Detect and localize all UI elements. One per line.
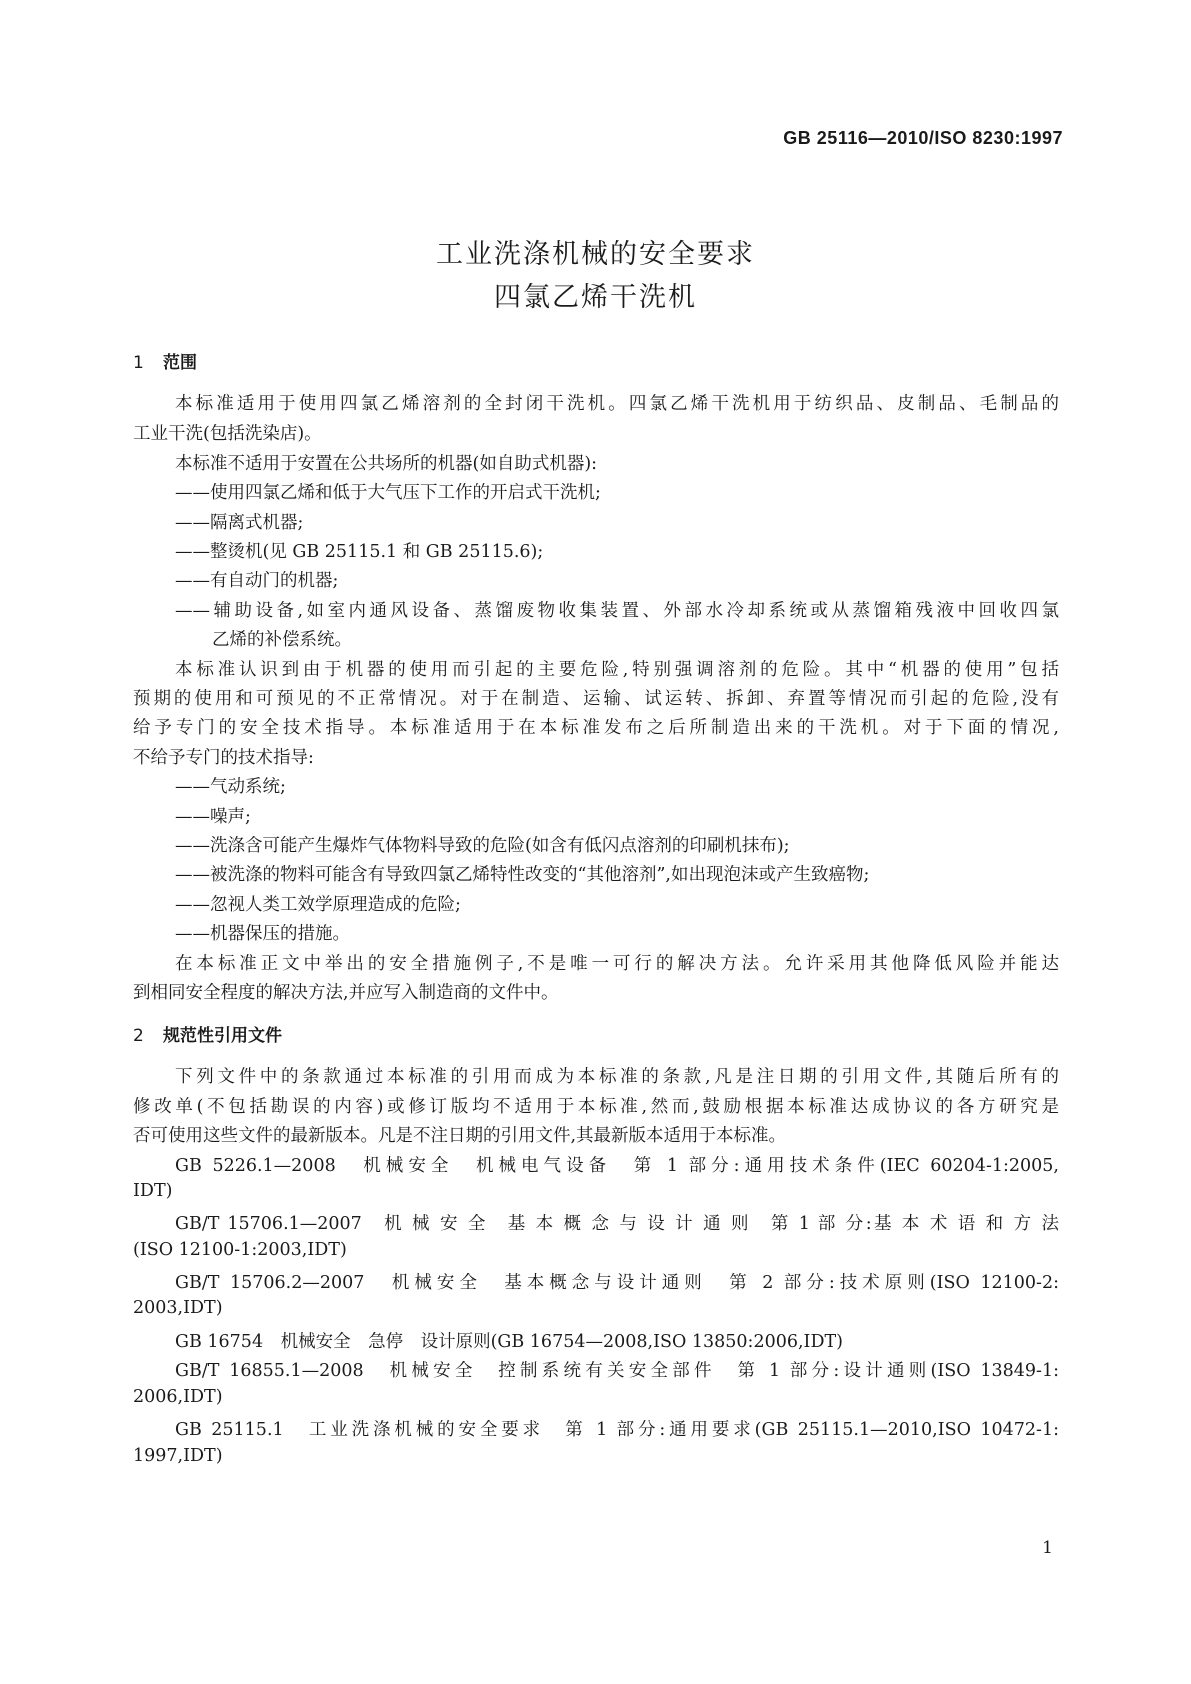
reference-item-continued: 2006,IDT) (133, 1387, 223, 1407)
list-item: ——噪声; (175, 807, 251, 827)
paragraph-line: 否可使用这些文件的最新版本。凡是不注日期的引用文件,其最新版本适用于本标准。 (133, 1126, 787, 1146)
section-number: 1 (133, 353, 144, 373)
list-item: ——有自动门的机器; (175, 571, 339, 591)
list-item: ——辅助设备,如室内通风设备、蒸馏废物收集装置、外部水冷却系统或从蒸馏箱残液中回收四氯 (175, 601, 1059, 621)
reference-item-continued: IDT) (133, 1181, 173, 1201)
reference-item: GB 16754 机械安全 急停 设计原则(GB 16754—2008,ISO 13850:2006,IDT) (175, 1332, 843, 1352)
reference-item-continued: 1997,IDT) (133, 1446, 223, 1466)
list-item: ——被洗涤的物料可能含有导致四氯乙烯特性改变的“其他溶剂”,如出现泡沫或产生致癌物; (175, 865, 870, 885)
paragraph-line: 工业干洗(包括洗染店)。 (133, 424, 322, 444)
reference-item-continued: (ISO 12100-1:2003,IDT) (133, 1240, 347, 1260)
list-item: ——机器保压的措施。 (175, 924, 350, 944)
document-title: 工业洗涤机械的安全要求 (436, 239, 755, 270)
section-2-heading (133, 1021, 282, 1046)
section-title: 规范性引用文件 (163, 1026, 282, 1046)
list-item: ——气动系统; (175, 777, 286, 797)
reference-item: GB/T 15706.1—2007 机 械 安 全 基 本 概 念 与 设 计 通 则 第 1 部 分:基 本 术 语 和 方 法 (175, 1214, 1059, 1234)
paragraph-line: 本标准认识到由于机器的使用而引起的主要危险,特别强调溶剂的危险。其中“机器的使用”包括 (175, 660, 1059, 680)
section-1-heading (133, 348, 197, 373)
list-item-continued: 乙烯的补偿系统。 (212, 630, 352, 650)
paragraph-line: 本标准不适用于安置在公共场所的机器(如自助式机器): (175, 454, 598, 474)
paragraph-line: 下列文件中的条款通过本标准的引用而成为本标准的条款,凡是注日期的引用文件,其随后所有的 (175, 1067, 1059, 1087)
section-title: 范围 (163, 353, 197, 373)
list-item: ——洗涤含可能产生爆炸气体物料导致的危险(如含有低闪点溶剂的印刷机抹布); (175, 836, 790, 856)
paragraph-line: 修改单(不包括勘误的内容)或修订版均不适用于本标准,然而,鼓励根据本标准达成协议的各方研究是 (133, 1097, 1059, 1117)
list-item: ——隔离式机器; (175, 513, 304, 533)
reference-item-continued: 2003,IDT) (133, 1298, 223, 1318)
paragraph-line: 给予专门的安全技术指导。本标准适用于在本标准发布之后所制造出来的干洗机。对于下面的情况, (133, 718, 1059, 738)
reference-item: GB/T 16855.1—2008 机械安全 控制系统有关安全部件 第 1 部分:设计通则(ISO 13849-1: (175, 1361, 1059, 1381)
paragraph-line: 在本标准正文中举出的安全措施例子,不是唯一可行的解决方法。允许采用其他降低风险并能达 (175, 954, 1059, 974)
page-number: 1 (1042, 1538, 1053, 1558)
reference-item: GB 25115.1 工业洗涤机械的安全要求 第 1 部分:通用要求(GB 25115.1—2010,ISO 10472-1: (175, 1420, 1059, 1440)
reference-item: GB 5226.1—2008 机械安全 机械电气设备 第 1 部分:通用技术条件(IEC 60204-1:2005, (175, 1156, 1059, 1176)
list-item: ——使用四氯乙烯和低于大气压下工作的开启式干洗机; (175, 483, 601, 503)
paragraph-line: 预期的使用和可预见的不正常情况。对于在制造、运输、试运转、拆卸、弃置等情况而引起的危险,没有 (133, 689, 1059, 709)
standard-code: GB 25116—2010/ISO 8230:1997 (783, 128, 1063, 148)
list-item: ——忽视人类工效学原理造成的危险; (175, 895, 461, 915)
list-item: ——整烫机(见 GB 25115.1 和 GB 25115.6); (175, 542, 544, 562)
paragraph-line: 到相同安全程度的解决方法,并应写入制造商的文件中。 (133, 983, 559, 1003)
paragraph-line: 不给予专门的技术指导: (133, 748, 314, 768)
paragraph-line: 本标准适用于使用四氯乙烯溶剂的全封闭干洗机。四氯乙烯干洗机用于纺织品、皮制品、毛制品的 (175, 394, 1059, 414)
section-number: 2 (133, 1026, 144, 1046)
document-subtitle: 四氯乙烯干洗机 (494, 282, 697, 313)
reference-item: GB/T 15706.2—2007 机械安全 基本概念与设计通则 第 2 部分:技术原则(ISO 12100-2: (175, 1273, 1059, 1293)
